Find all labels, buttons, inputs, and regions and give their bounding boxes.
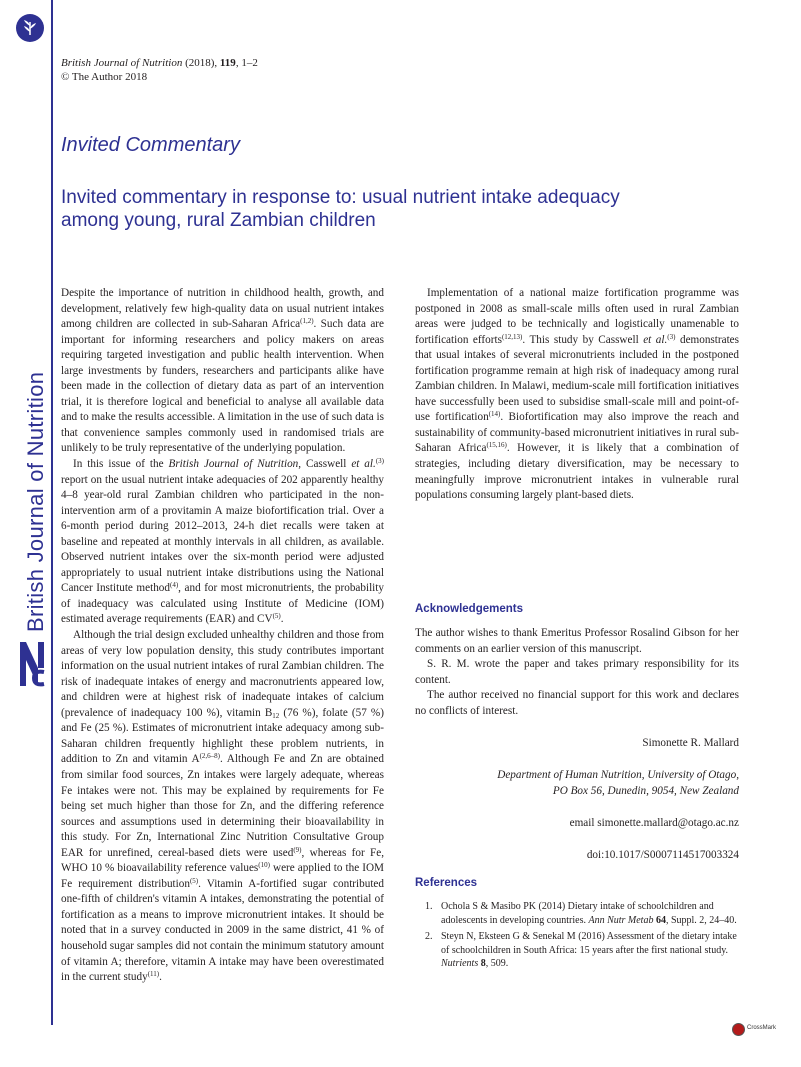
society-logo <box>16 14 44 42</box>
acknowledgements-body <box>415 626 739 719</box>
references-heading: References <box>415 877 478 889</box>
paragraph-3: Although the trial design excluded unhealthy children and those from areas of very low population density, this study contributes important information on the usual nutrient intakes of rural Zambian children. The risk of inadequate intakes of energy and macronutrients appeared low, and children were at highest risk of inadequate intakes of calcium (prevalence of inadequacy 100 %), vitamin $B_{12}$ (76 %), folate (57 %) and Fe (25 %). Estimates of micronutrient intake adequacy among sub-Saharan children frequently highlight these problem nutrients, in addition to Zn and vitamin A$^{(2,6-8)}$. Although Fe and Zn are obtained from similar food sources, Zn intakes were largely adequate, whereas Fe intakes were not. This may be explained by requirements for Fe being set much higher than those for Zn, and the differing reference sources and assumptions used in determining their bioavailability in this study. For Zn, International Zinc Nutrition Consultative Group EAR for unrefined, cereal-based diets were used$^{(9)}$, whereas for Fe, WHO 10 % bioavailability reference values$^{(10)}$ were applied to the IOM Fe requirement distribution$^{(5)}$. Vitamin A-fortified sugar contributed one-fifth of children's vitamin A intakes, demonstrating the potential of fortification as a means to improve micronutrient intakes. It should be noted that in a survey conducted in 2009 in the same district, 41 % of household sugar samples did not contain the minimum statutory amount of vitamin A; therefore, vitamin A intake may have been overestimated in the current study$^{(11)}$. <box>61 629 384 984</box>
header-year: (2018), <box>185 57 218 69</box>
body-column-right <box>415 286 739 504</box>
author-name: Simonette R. Mallard <box>642 737 739 749</box>
doi-link[interactable]: doi:10.1017/S0007114517003324 <box>586 849 739 861</box>
leaf-icon <box>16 14 44 42</box>
section-title: Invited Commentary <box>61 134 240 156</box>
journal-header <box>61 56 258 84</box>
paragraph-4: Implementation of a national maize fortification programme was postponed in 2008 as small-scale mills often used in rural Zambian areas were judged to be technically and logistically unamenable to fortification efforts$^{(12,13)}$. This study by Casswell et al.$^{(3)}$ demonstrates that usual intakes of several micronutrients included in the postponed fortification programme remain at high risk of inadequacy among rural Zambian children. In Malawi, medium-scale mill fortification initiatives have successfully been used to subsidise small-scale mill and point-of-use fortification$^{(14)}$. Biofortification may also improve the reach and sustainability of community-based micronutrient initiatives in rural sub-Saharan Africa$^{(15,16)}$. However, it is likely that a combination of strategies, including dietary diversification, may be necessary to meaningfully improve micronutrient intakes in vulnerable rural populations consuming largely plant-based diets. <box>415 287 740 502</box>
vertical-journal-name: British Journal of Nutrition <box>23 371 48 632</box>
references-list <box>415 900 739 974</box>
header-volume: 119 <box>219 57 236 69</box>
ack-paragraph-1: The author wishes to thank Emeritus Professor Rosalind Gibson for her comments on an earlier version of this manuscript. <box>415 627 739 655</box>
crossmark-badge[interactable] <box>732 1023 782 1037</box>
reference-item: 1. Ochola S & Masibo PK (2014) Dietary intake of schoolchildren and adolescents in developing countries. Ann Nutr Metab 64, Suppl. 2, 24–40. <box>425 901 737 926</box>
crossmark-icon <box>732 1023 745 1036</box>
copyright: © The Author 2018 <box>61 71 148 83</box>
paragraph-1: Despite the importance of nutrition in childhood health, growth, and development, relatively few high-quality data on usual nutrient intakes among children are collected in sub-Saharan Africa$^{(1,2)}$. Such data are important for informing researchers and policy makers on areas requiring targeted investigation and public health intervention. When large investments by funders, researchers and participants alike have been made in the collection of dietary data as part of an intervention trial, it is therefore logical and beneficial to analyse all available data and to make the results accessible. A limitation in the use of such data is that convenience samples commonly used in randomised trials are unlikely to be truly representative of the underlying population. <box>61 287 384 455</box>
paragraph-2: In this issue of the British Journal of Nutrition, Casswell et al.$^{(3)}$ report on the usual nutrient intake adequacies of 202 apparently healthy 4–8 year-old rural Zambian children who participated in the non-intervention arm of a provitamin A maize biofortification trial. Over a 6-month period during 2012–2013, 24-h diet recalls were taken at baseline and repeated at monthly intervals in all children, as available. Observed nutrient intakes over the six-month period were adjusted appropriately to usual nutrient intake distributions using the National Cancer Institute method$^{(4)}$, and for most micronutrients, the probability of inadequacy was calculated using Institute of Medicine (IOM) estimated average requirements (EAR) and CV$^{(5)}$. <box>61 457 384 626</box>
title-line-1: Invited commentary in response to: usual nutrient intake adequacy <box>61 187 620 208</box>
header-journal: British Journal of Nutrition <box>61 57 183 69</box>
crossmark-label: CrossMark <box>747 1025 777 1031</box>
left-margin-rule <box>51 0 53 1025</box>
ns-logo-icon <box>18 640 46 688</box>
ack-paragraph-2: S. R. M. wrote the paper and takes primary responsibility for its content. <box>415 658 739 686</box>
acknowledgements-heading: Acknowledgements <box>415 603 523 615</box>
affiliation-line-2: PO Box 56, Dunedin, 9054, New Zealand <box>552 785 739 797</box>
author-email[interactable]: email simonette.mallard@otago.ac.nz <box>569 817 739 829</box>
header-pages: , 1–2 <box>235 57 258 69</box>
ack-paragraph-3: The author received no financial support for this work and declares no conflicts of interest. <box>415 689 739 717</box>
body-column-left <box>61 286 384 986</box>
reference-item: 2. Steyn N, Eksteen G & Senekal M (2016) Assessment of the dietary intake of schoolchildren in South Africa: 15 years after the first national study. Nutrients 8, 509. <box>425 931 737 969</box>
page-title <box>61 186 701 232</box>
author-affiliation <box>497 767 739 799</box>
title-line-2: among young, rural Zambian children <box>61 210 376 231</box>
affiliation-line-1: Department of Human Nutrition, University of Otago, <box>497 769 739 781</box>
